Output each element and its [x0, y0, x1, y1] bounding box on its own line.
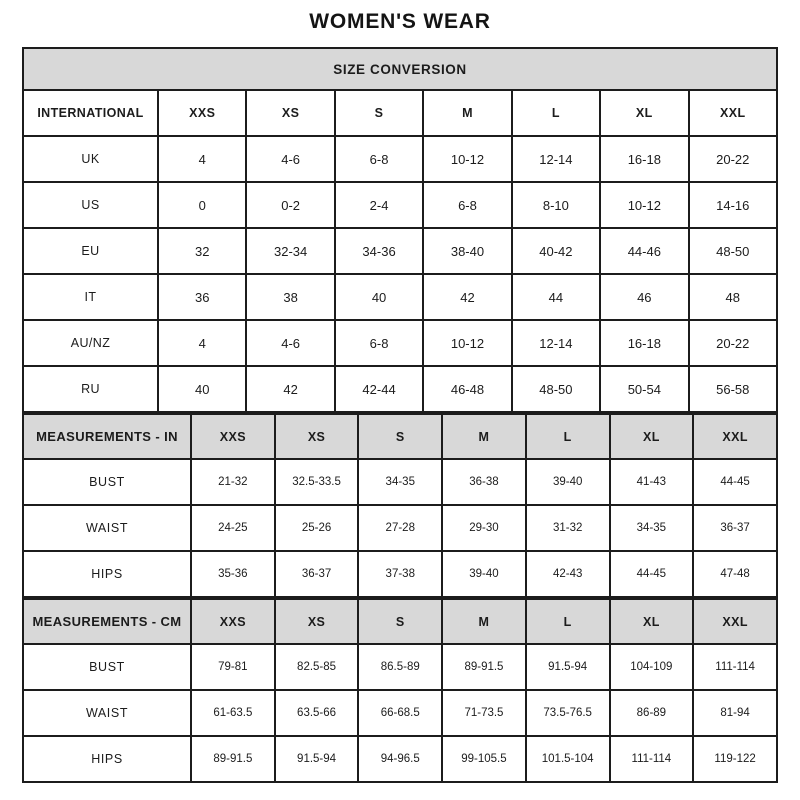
- first-column-header: INTERNATIONAL: [23, 90, 158, 136]
- value-cell: 42: [423, 274, 511, 320]
- value-cell: 101.5-104: [526, 736, 610, 782]
- value-cell: 32-34: [246, 228, 334, 274]
- row-label: AU/NZ: [23, 320, 158, 366]
- value-cell: 4: [158, 320, 246, 366]
- value-cell: 46-48: [423, 366, 511, 412]
- value-cell: 36: [158, 274, 246, 320]
- measurements-in-table: [22, 413, 778, 598]
- value-cell: 36-37: [275, 551, 359, 597]
- value-cell: 36-37: [693, 505, 777, 551]
- size-column-header: XXL: [689, 90, 777, 136]
- row-label: UK: [23, 136, 158, 182]
- value-cell: 12-14: [512, 320, 600, 366]
- value-cell: 6-8: [335, 320, 423, 366]
- table-row: [23, 320, 777, 366]
- value-cell: 21-32: [191, 459, 275, 505]
- value-cell: 56-58: [689, 366, 777, 412]
- value-cell: 39-40: [442, 551, 526, 597]
- row-label: HIPS: [23, 736, 191, 782]
- size-column-header: XS: [275, 599, 359, 644]
- value-cell: 119-122: [693, 736, 777, 782]
- table-row: [23, 228, 777, 274]
- row-label: BUST: [23, 644, 191, 690]
- measurements-in-header-row: [23, 414, 777, 459]
- value-cell: 89-91.5: [191, 736, 275, 782]
- size-conversion-table: [22, 47, 778, 413]
- value-cell: 111-114: [610, 736, 694, 782]
- value-cell: 73.5-76.5: [526, 690, 610, 736]
- value-cell: 81-94: [693, 690, 777, 736]
- value-cell: 36-38: [442, 459, 526, 505]
- value-cell: 20-22: [689, 320, 777, 366]
- size-column-header: XXS: [158, 90, 246, 136]
- value-cell: 61-63.5: [191, 690, 275, 736]
- value-cell: 16-18: [600, 136, 688, 182]
- size-column-header: XL: [600, 90, 688, 136]
- value-cell: 6-8: [335, 136, 423, 182]
- row-label: BUST: [23, 459, 191, 505]
- table-row: [23, 459, 777, 505]
- value-cell: 37-38: [358, 551, 442, 597]
- value-cell: 2-4: [335, 182, 423, 228]
- value-cell: 34-35: [610, 505, 694, 551]
- size-column-header: XXL: [693, 599, 777, 644]
- value-cell: 41-43: [610, 459, 694, 505]
- value-cell: 42: [246, 366, 334, 412]
- value-cell: 46: [600, 274, 688, 320]
- value-cell: 4: [158, 136, 246, 182]
- value-cell: 63.5-66: [275, 690, 359, 736]
- size-column-header: L: [512, 90, 600, 136]
- value-cell: 99-105.5: [442, 736, 526, 782]
- value-cell: 47-48: [693, 551, 777, 597]
- row-label: EU: [23, 228, 158, 274]
- value-cell: 89-91.5: [442, 644, 526, 690]
- value-cell: 44: [512, 274, 600, 320]
- size-column-header: S: [358, 599, 442, 644]
- first-column-header: MEASUREMENTS - CM: [23, 599, 191, 644]
- value-cell: 50-54: [600, 366, 688, 412]
- size-conversion-column-header-row: [23, 90, 777, 136]
- table-row: [23, 366, 777, 412]
- value-cell: 104-109: [610, 644, 694, 690]
- row-label: RU: [23, 366, 158, 412]
- size-column-header: S: [335, 90, 423, 136]
- value-cell: 31-32: [526, 505, 610, 551]
- size-column-header: XL: [610, 599, 694, 644]
- value-cell: 35-36: [191, 551, 275, 597]
- value-cell: 20-22: [689, 136, 777, 182]
- value-cell: 32.5-33.5: [275, 459, 359, 505]
- value-cell: 34-35: [358, 459, 442, 505]
- table-row: [23, 182, 777, 228]
- value-cell: 79-81: [191, 644, 275, 690]
- table-row: [23, 274, 777, 320]
- value-cell: 10-12: [423, 320, 511, 366]
- value-cell: 4-6: [246, 136, 334, 182]
- value-cell: 24-25: [191, 505, 275, 551]
- size-column-header: XS: [275, 414, 359, 459]
- size-column-header: M: [423, 90, 511, 136]
- value-cell: 91.5-94: [526, 644, 610, 690]
- value-cell: 0-2: [246, 182, 334, 228]
- size-column-header: XS: [246, 90, 334, 136]
- value-cell: 91.5-94: [275, 736, 359, 782]
- row-label: US: [23, 182, 158, 228]
- table-row: [23, 644, 777, 690]
- value-cell: 94-96.5: [358, 736, 442, 782]
- value-cell: 44-46: [600, 228, 688, 274]
- value-cell: 38-40: [423, 228, 511, 274]
- value-cell: 48: [689, 274, 777, 320]
- value-cell: 40: [158, 366, 246, 412]
- value-cell: 48-50: [689, 228, 777, 274]
- table-row: [23, 136, 777, 182]
- value-cell: 48-50: [512, 366, 600, 412]
- value-cell: 42-44: [335, 366, 423, 412]
- value-cell: 86-89: [610, 690, 694, 736]
- size-column-header: M: [442, 599, 526, 644]
- row-label: WAIST: [23, 505, 191, 551]
- value-cell: 14-16: [689, 182, 777, 228]
- row-label: WAIST: [23, 690, 191, 736]
- size-column-header: S: [358, 414, 442, 459]
- size-column-header: L: [526, 599, 610, 644]
- value-cell: 16-18: [600, 320, 688, 366]
- table-row: [23, 551, 777, 597]
- table-row: [23, 736, 777, 782]
- value-cell: 12-14: [512, 136, 600, 182]
- row-label: HIPS: [23, 551, 191, 597]
- value-cell: 27-28: [358, 505, 442, 551]
- size-column-header: XXS: [191, 414, 275, 459]
- value-cell: 6-8: [423, 182, 511, 228]
- row-label: IT: [23, 274, 158, 320]
- value-cell: 71-73.5: [442, 690, 526, 736]
- value-cell: 10-12: [600, 182, 688, 228]
- value-cell: 25-26: [275, 505, 359, 551]
- value-cell: 40: [335, 274, 423, 320]
- value-cell: 0: [158, 182, 246, 228]
- value-cell: 32: [158, 228, 246, 274]
- size-column-header: XXL: [693, 414, 777, 459]
- size-column-header: L: [526, 414, 610, 459]
- value-cell: 44-45: [693, 459, 777, 505]
- page-title: WOMEN'S WEAR: [309, 10, 491, 33]
- value-cell: 29-30: [442, 505, 526, 551]
- value-cell: 40-42: [512, 228, 600, 274]
- value-cell: 82.5-85: [275, 644, 359, 690]
- value-cell: 10-12: [423, 136, 511, 182]
- measurements-cm-table: [22, 598, 778, 783]
- value-cell: 111-114: [693, 644, 777, 690]
- value-cell: 8-10: [512, 182, 600, 228]
- size-column-header: XL: [610, 414, 694, 459]
- measurements-cm-header-row: [23, 599, 777, 644]
- size-column-header: M: [442, 414, 526, 459]
- value-cell: 44-45: [610, 551, 694, 597]
- value-cell: 42-43: [526, 551, 610, 597]
- value-cell: 66-68.5: [358, 690, 442, 736]
- size-column-header: XXS: [191, 599, 275, 644]
- value-cell: 38: [246, 274, 334, 320]
- size-conversion-title-row: [23, 48, 777, 90]
- table-row: [23, 690, 777, 736]
- value-cell: 86.5-89: [358, 644, 442, 690]
- value-cell: 39-40: [526, 459, 610, 505]
- size-conversion-header: SIZE CONVERSION: [23, 48, 777, 90]
- table-row: [23, 505, 777, 551]
- value-cell: 4-6: [246, 320, 334, 366]
- first-column-header: MEASUREMENTS - IN: [23, 414, 191, 459]
- value-cell: 34-36: [335, 228, 423, 274]
